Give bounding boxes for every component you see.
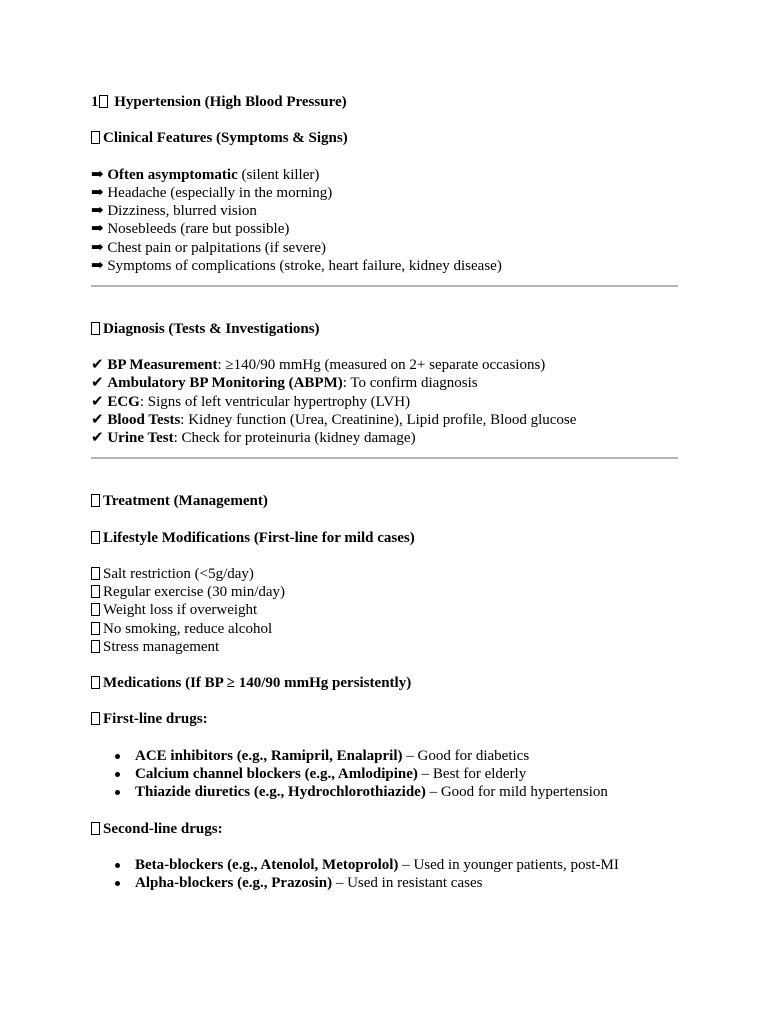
lifestyle-list xyxy=(91,565,681,656)
first-line-heading: First-line drugs: xyxy=(91,710,681,728)
diagnosis-item: ✔ ECG: Signs of left ventricular hypertrophy (LVH) xyxy=(91,393,411,410)
check-icon: ✔ xyxy=(91,357,104,374)
medications-heading: Medications (If BP ≥ 140/90 mmHg persistently) xyxy=(91,674,681,692)
diagnosis-item: ✔ Urine Test: Check for proteinuria (kidney damage) xyxy=(91,430,416,446)
list-item: Thiazide diuretics (e.g., Hydrochlorothiazide) – Good for mild hypertension xyxy=(91,783,681,801)
clinical-item: ➡ Headache (especially in the morning) xyxy=(91,184,333,201)
lifestyle-item: Stress management xyxy=(91,638,681,656)
list-item: ACE inhibitors (e.g., Ramipril, Enalapril) – Good for diabetics xyxy=(91,747,681,765)
missing-glyph-icon xyxy=(91,567,100,580)
clinical-list xyxy=(91,166,681,275)
lifestyle-item: Salt restriction (<5g/day) xyxy=(91,565,681,583)
arrow-right-icon: ➡ xyxy=(91,166,104,183)
bullet-icon xyxy=(115,754,120,759)
arrow-right-icon: ➡ xyxy=(91,203,104,220)
diagnosis-item: ✔ BP Measurement: ≥140/90 mmHg (measured on 2+ separate occasions) xyxy=(91,357,546,374)
diagnosis-heading: Diagnosis (Tests & Investigations) xyxy=(91,320,681,338)
diagnosis-item: ✔ Ambulatory BP Monitoring (ABPM): To confirm diagnosis xyxy=(91,375,478,392)
missing-glyph-icon xyxy=(91,494,100,507)
lifestyle-item: No smoking, reduce alcohol xyxy=(91,620,681,638)
first-line-list xyxy=(91,747,681,802)
missing-glyph-icon xyxy=(91,131,100,144)
missing-glyph-icon xyxy=(91,640,100,653)
diagnosis-item: ✔ Blood Tests: Kidney function (Urea, Creatinine), Lipid profile, Blood glucose xyxy=(91,411,577,428)
missing-glyph-icon xyxy=(99,95,108,108)
bullet-icon xyxy=(115,790,120,795)
diagnosis-list xyxy=(91,356,681,447)
clinical-item: ➡ Dizziness, blurred vision xyxy=(91,203,257,220)
check-icon: ✔ xyxy=(91,411,104,428)
check-icon: ✔ xyxy=(91,430,104,446)
arrow-right-icon: ➡ xyxy=(91,221,104,238)
missing-glyph-icon xyxy=(91,712,100,725)
lifestyle-item: Weight loss if overweight xyxy=(91,601,681,619)
list-item: Calcium channel blockers (e.g., Amlodipine) – Best for elderly xyxy=(91,765,681,783)
missing-glyph-icon xyxy=(91,585,100,598)
missing-glyph-icon xyxy=(91,676,100,689)
clinical-item: ➡ Chest pain or palpitations (if severe) xyxy=(91,239,327,256)
bullet-icon xyxy=(115,881,120,886)
list-item: Beta-blockers (e.g., Atenolol, Metoprolol) – Used in younger patients, post-MI xyxy=(91,856,681,874)
check-icon: ✔ xyxy=(91,393,104,410)
second-line-list xyxy=(91,856,681,892)
clinical-item: ➡ Symptoms of complications (stroke, heart failure, kidney disease) xyxy=(91,257,502,274)
title-number: 1 xyxy=(91,94,99,110)
arrow-right-icon: ➡ xyxy=(91,239,104,256)
arrow-right-icon: ➡ xyxy=(91,257,104,274)
document-page xyxy=(91,93,681,892)
missing-glyph-icon xyxy=(91,622,100,635)
document-title xyxy=(91,93,681,111)
lifestyle-heading: Lifestyle Modifications (First-line for mild cases) xyxy=(91,529,681,547)
clinical-item: ➡ Nosebleeds (rare but possible) xyxy=(91,221,290,238)
lifestyle-item: Regular exercise (30 min/day) xyxy=(91,583,681,601)
missing-glyph-icon xyxy=(91,822,100,835)
check-icon: ✔ xyxy=(91,375,104,392)
list-item: Alpha-blockers (e.g., Prazosin) – Used in resistant cases xyxy=(91,874,681,892)
second-line-heading: Second-line drugs: xyxy=(91,820,681,838)
clinical-heading: Clinical Features (Symptoms & Signs) xyxy=(91,129,681,147)
arrow-right-icon: ➡ xyxy=(91,184,104,201)
missing-glyph-icon xyxy=(91,531,100,544)
missing-glyph-icon xyxy=(91,322,100,335)
treatment-heading: Treatment (Management) xyxy=(91,492,681,510)
title-text: Hypertension (High Blood Pressure) xyxy=(114,94,347,110)
clinical-item: ➡ Often asymptomatic (silent killer) xyxy=(91,166,320,183)
missing-glyph-icon xyxy=(91,603,100,616)
bullet-icon xyxy=(115,772,120,777)
bullet-icon xyxy=(115,863,120,868)
